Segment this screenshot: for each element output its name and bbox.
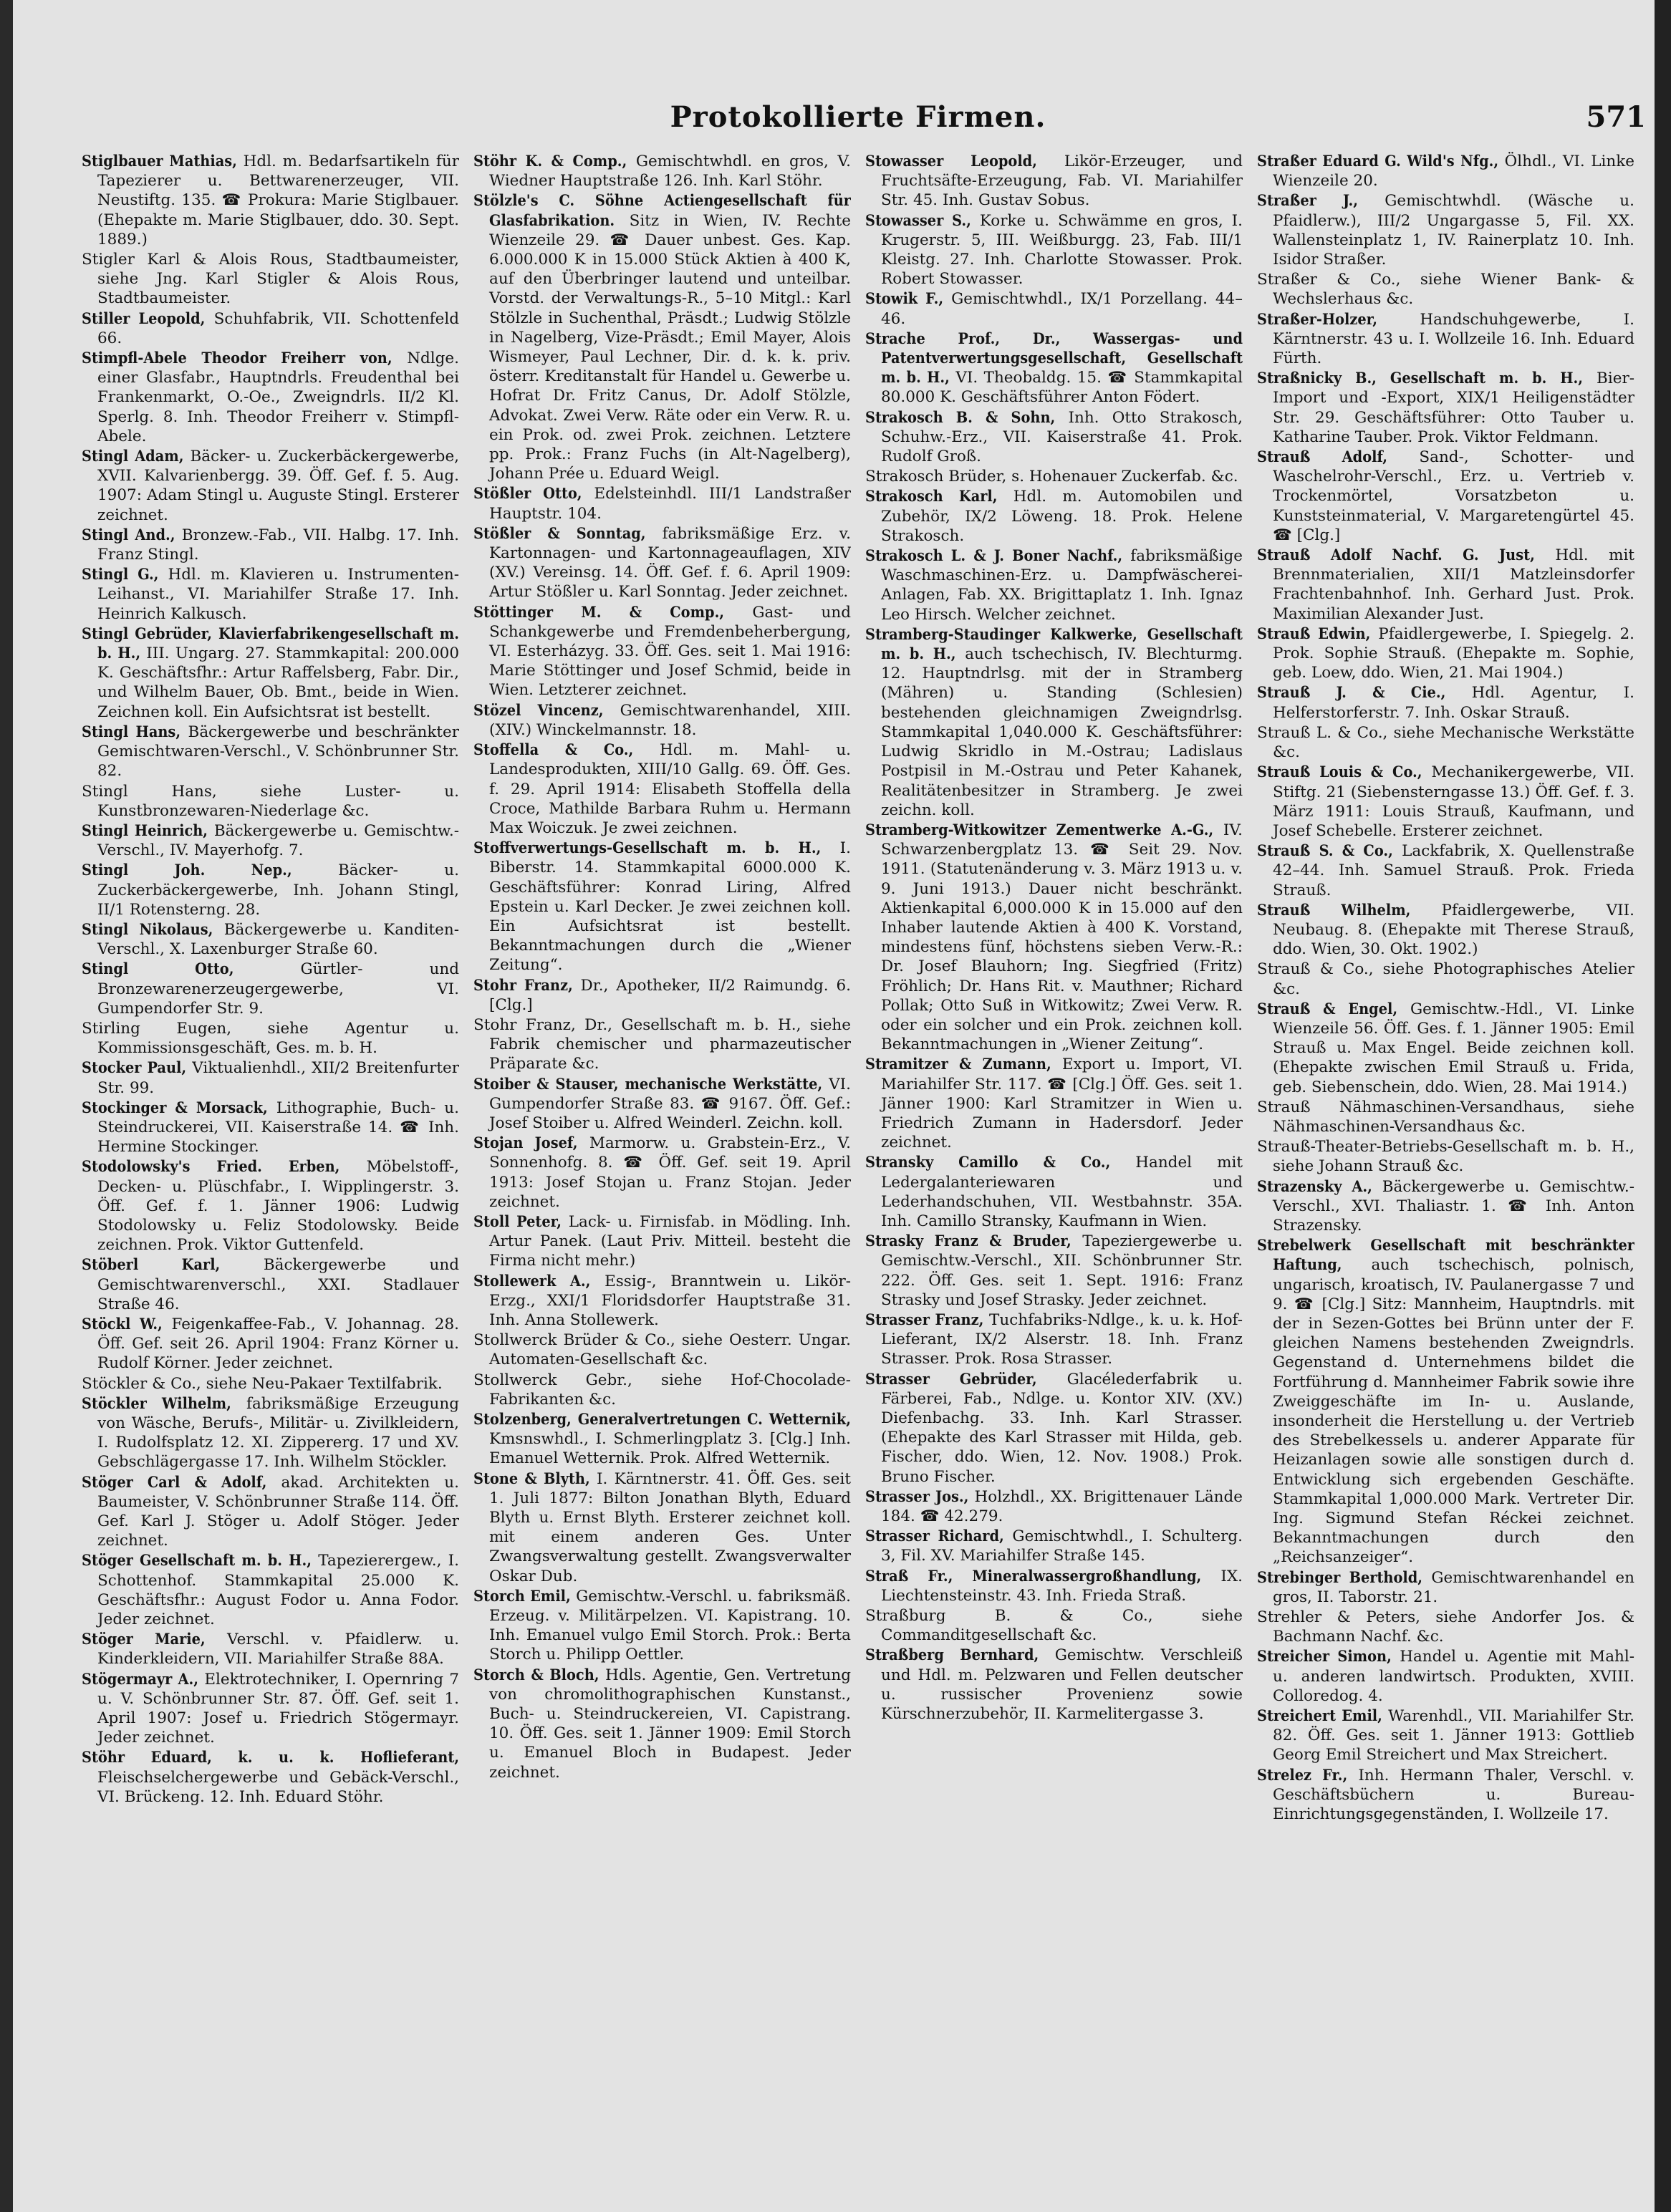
firm-details: Stigler Karl & Alois Rous, Stadtbaumeister, siehe Jng. Karl Stigler & Alois Rous, Stadtbaumeister. <box>82 251 459 308</box>
firm-details: Hdl. m. Automobilen und Zubehör, IX/2 Löweng. 18. Prok. Helene Strakosch. <box>881 488 1243 545</box>
firm-name: Strelez Fr., <box>1257 1766 1348 1784</box>
firm-entry <box>82 1157 459 1255</box>
firm-entry <box>865 821 1243 1054</box>
firm-entry <box>1257 763 1634 841</box>
firm-details: Hdls. Agentie, Gen. Vertretung von chromolithographischen Kunstanst., Buch- u. Steindruckereien, VI. Capistrang. 10. Öff. Ges. seit 1. Jänner 1909: Emil Storch u. Emanuel Bloch in Budapest. Jeder zeichnet. <box>489 1666 851 1782</box>
firm-entry <box>82 920 459 959</box>
firm-entry <box>1257 723 1634 762</box>
firm-details: IV. Schwarzenbergplatz 13. ☎ Seit 29. Nov. 1911. (Statutenänderung v. 3. März 1913 u. v. 9. Juni 1913.) Dauer nicht beschränkt. Aktienkapital 6,000.000 K in 15.000 auf den Inhaber lautende Aktien à 400 K. Vorstand, mindestens fünf, höchstens sieben Verw.-R.: Dr. Josef Blauhorn; Ing. Siegfried (Fritz) Fröhlich; Dr. Hans Rit. v. Mauthner; Richard Pollak; Otto Suß in Witkowitz; Zwei Verw. R. oder ein solcher und ein Prok. zeichnen koll. Bekanntmachungen in „Wiener Zeitung“. <box>881 821 1243 1054</box>
firm-name: Storch & Bloch, <box>473 1666 599 1684</box>
firm-entry <box>82 250 459 309</box>
firm-entry <box>1257 310 1634 369</box>
firm-name: Stollewerk A., <box>473 1272 591 1290</box>
firm-name: Stöger Gesellschaft m. b. H., <box>82 1552 312 1570</box>
firm-name: Stone & Blyth, <box>473 1469 590 1488</box>
firm-name: Strebelwerk Gesellschaft mit beschränkter Haftung, <box>1257 1237 1634 1275</box>
firm-entry <box>865 1487 1243 1526</box>
firm-name: Straßberg Bernhard, <box>865 1646 1039 1665</box>
firm-entry <box>82 349 459 446</box>
firm-details: fabriksmäßige Erzeugung von Wäsche, Berufs-, Militär- u. Zivilkleidern, I. Rudolfsplatz 12. XI. Zippererg. 17 und XV. Gebschlägergasse 17. Inh. Wilhelm Stöckler. <box>97 1394 459 1472</box>
firm-entry <box>82 152 459 249</box>
firm-details: Sitz in Wien, IV. Rechte Wienzeile 29. ☎ Dauer unbest. Ges. Kap. 6.000.000 K in 15.000 Stück Aktien à 400 K, auf den Überbringer lautend und unteilbar. Vorstd. der Verwaltungs-R., 5–10 Mitgl.: Karl Stölzle in Suchenthal, Präsdt.; Ludwig Stölzle in Nagelberg, Vize-Präsdt.; Emil Mayer, Alois Wismeyer, Paul Lechner, Dir. d. k. k. priv. österr. Kreditanstalt für Handel u. Gewerbe u. Hofrat Dr. Fritz Canus, Dr. Adolf Stölzle, Advokat. Zwei Verw. Räte oder ein Verw. R. u. ein Prok. od. zwei Prok. zeichnen. Letztere pp. Prok.: Franz Fuchs (in Alt-Nagelberg), Johann Prée u. Eduard Weigl. <box>489 211 851 483</box>
firm-details: auch tschechisch, polnisch, ungarisch, kroatisch, IV. Paulanergasse 7 und 9. ☎ [Clg.] Sitz: Mannheim, Hauptndrls. mit der in Sezen-Gottes bei Brünn unter der F. gleichen Namens bestehenden Zweigndrls. Gegenstand d. Unternehmens bildet die Fortführung d. Mannheimer Fabrik sowie ihre Zweiggeschäfte im In- u. Auslande, insonderheit die Herstellung u. der Vertrieb des Strebelkessels u. anderer Apparate für Heizanlagen sowie alle sonstigen durch d. Entwicklung sich ergebenden Geschäfte. Stammkapital 1,000.000 Mark. Vertreter Dir. Ing. Sigmund Stefan Réckei zeichnet. Bekanntmachungen durch den „Reichsanzeiger“. <box>1273 1256 1634 1567</box>
firm-details: Bäcker- u. Zuckerbäckergewerbe, Inh. Johann Stingl, II/1 Rotensterng. 28. <box>97 861 459 919</box>
firm-details: Lack- u. Firnisfab. in Mödling. Inh. Artur Panek. (Laut Priv. Mitteil. besteht die Firma nicht mehr.) <box>489 1212 851 1270</box>
firm-details: Hdl. m. Bedarfsartikeln für Tapezierer u. Bettwarenerzeuger, VII. Neustiftg. 135. ☎ Prokura: Marie Stiglbauer. (Ehepakte m. Marie Stiglbauer, ddo. 30. Sept. 1889.) <box>97 153 459 248</box>
firm-entry <box>865 289 1243 328</box>
firm-name: Stolzenberg, Generalvertretungen C. Wetternik, <box>473 1411 851 1429</box>
firm-details: Inh. Otto Strakosch, Schuhw.-Erz., VII. Kaiserstraße 41. Prok. Rudolf Groß. <box>881 408 1243 466</box>
firm-entry <box>82 447 459 525</box>
firm-entry <box>473 1212 851 1271</box>
firm-name: Straßer Eduard G. Wild's Nfg., <box>1257 153 1499 170</box>
firm-name: Stimpfl-Abele Theodor Freiherr von, <box>82 349 393 368</box>
firm-details: Hdl. Agentur, I. Helferstorferstr. 7. Inh. Oskar Strauß. <box>1273 684 1634 722</box>
firm-entry <box>82 723 459 781</box>
firm-name: Stojan Josef, <box>473 1134 578 1153</box>
firm-name: Stingl Adam, <box>82 448 184 466</box>
firm-details: Bäckergewerbe u. Gemischtw.-Verschl., XVI. Thaliastr. 1. ☎ Inh. Anton Strazensky. <box>1273 1177 1634 1235</box>
firm-name: Stögermayr A., <box>82 1670 198 1689</box>
firm-name: Stoiber & Stauser, mechanische Werkstätte, <box>473 1075 823 1093</box>
firm-entry <box>865 625 1243 820</box>
firm-entry <box>1257 624 1634 683</box>
firm-entry <box>473 484 851 523</box>
firm-details: Kmsnswhdl., I. Schmerlingplatz 3. [Clg.] Inh. Emanuel Wetternik. Prok. Alfred Wetternik. <box>489 1430 851 1468</box>
firm-entry <box>82 821 459 860</box>
firm-details: Ndlge. einer Glasfabr., Hauptndrls. Freudenthal bei Frankenmarkt, O.-Oe., Zweigndrls. II/2 Kl. Sperlg. 8. Inh. Theodor Freiherr v. Stimpfl-Abele. <box>97 349 459 445</box>
firm-entry <box>865 546 1243 624</box>
firm-entry <box>865 1055 1243 1152</box>
firm-name: Strauß S. & Co., <box>1257 842 1393 861</box>
firm-entry <box>1257 1236 1634 1567</box>
firm-details: Tuchfabriks-Ndlge., k. u. k. Hof-Lieferant, IX/2 Alserstr. 18. Inh. Franz Strasser. Prok. Rosa Strasser. <box>881 1310 1243 1368</box>
firm-name: Strauß Adolf Nachf. G. Just, <box>1257 546 1535 565</box>
firm-entry <box>865 1232 1243 1310</box>
firm-name: Straß Fr., Mineralwassergroßhandlung, <box>865 1567 1202 1585</box>
firm-name: Stöger Marie, <box>82 1631 206 1649</box>
firm-name: Strauß Adolf, <box>1257 448 1388 467</box>
firm-details: fabriksmäßige Waschmaschinen-Erz. u. Dampfwäscherei-Anlagen, Fab. XX. Brigittaplatz 1. Inh. Ignaz Leo Hirsch. Welcher zeichnet. <box>881 547 1243 624</box>
firm-name: Stölzle's C. Söhne Actiengesellschaft für Glasfabrikation. <box>473 192 851 230</box>
firm-entry <box>865 152 1243 211</box>
firm-details: Hdl. mit Brennmaterialien, XII/1 Matzleinsdorfer Frachtenbahnhof. Inh. Gerhard Just. Prok. Maximilian Alexander Just. <box>1273 546 1634 623</box>
firm-entry <box>1257 1608 1634 1646</box>
firm-entry <box>82 782 459 821</box>
firm-entry <box>473 1272 851 1330</box>
firm-details: Handschuhgewerbe, I. Kärntnerstr. 43 u. I. Wollzeile 16. Inh. Eduard Fürth. <box>1273 310 1634 368</box>
firm-entry <box>865 467 1243 486</box>
firm-details: Gemischtwhdl. (Wäsche u. Pfaidlerw.), III/2 Ungargasse 5, Fil. XX. Wallensteinplatz 1, IV. Rainerplatz 10. Inh. Isidor Straßer. <box>1273 192 1634 269</box>
firm-entry <box>82 1551 459 1629</box>
firm-name: Stodolowsky's Fried. Erben, <box>82 1158 340 1177</box>
firm-name: Stöberl Karl, <box>82 1256 221 1275</box>
firm-details: Bäcker- u. Zuckerbäckergewerbe, XVII. Kalvarienbergg. 39. Öff. Gef. f. 5. Aug. 1907: Adam Stingl u. Auguste Stingl. Ersterer zeichnet. <box>97 448 459 524</box>
firm-details: Pfaidlergewerbe, VII. Neubaug. 8. (Ehepakte mit Therese Strauß, ddo. Wien, 30. Okt. 1902.) <box>1273 901 1634 959</box>
firm-details: Bier-Import und -Export, XIX/1 Heiligenstädter Str. 29. Geschäftsführer: Otto Tauber u. Katharine Tauber. Prok. Viktor Feldmann. <box>1273 370 1634 446</box>
firm-name: Stramberg-Staudinger Kalkwerke, Gesellschaft m. b. H., <box>865 625 1243 664</box>
firm-name: Stiglbauer Mathias, <box>82 153 237 170</box>
firm-entry <box>865 1153 1243 1231</box>
firm-details: Stohr Franz, Dr., Gesellschaft m. b. H., siehe Fabrik chemischer und pharmazeutischer Präparate &c. <box>473 1015 851 1073</box>
column-1 <box>82 152 459 2186</box>
firm-details: Straßburg B. & Co., siehe Commanditgesellschaft &c. <box>865 1607 1243 1645</box>
firm-name: Stöhr K. & Comp., <box>473 153 627 170</box>
firm-entry <box>473 701 851 740</box>
firm-details: Gemischtw.-Hdl., VI. Linke Wienzeile 56. Öff. Ges. f. 1. Jänner 1905: Emil Strauß u. Max Engel. Beide zeichnen koll. (Ehepakte zwischen Emil Strauß u. Frida, geb. Siebenschein, ddo. Wien, 28. Mai 1914.) <box>1273 1000 1634 1096</box>
firm-entry <box>473 191 851 483</box>
firm-details: Inh. Hermann Thaler, Verschl. v. Geschäftsbüchern u. Bureau-Einrichtungsgegenständen, I. Wollzeile 17. <box>1273 1766 1634 1824</box>
firm-details: Möbelstoff-, Decken- u. Plüschfabr., I. Wipplingerstr. 3. Öff. Gef. f. 1. Jänner 1906: Ludwig Stodolowsky u. Feliz Stodolowsky. Beide zeichnen. Prok. Viktor Guttenfeld. <box>97 1158 459 1255</box>
firm-entry <box>1257 901 1634 960</box>
firm-name: Stransky Camillo & Co., <box>865 1154 1111 1172</box>
firm-name: Strauß Edwin, <box>1257 624 1371 643</box>
firm-details: Stollwerck Brüder & Co., siehe Oesterr. Ungar. Automaten-Gesellschaft &c. <box>473 1331 851 1369</box>
firm-entry <box>865 1310 1243 1369</box>
firm-name: Stöttinger M. & Comp., <box>473 603 725 622</box>
firm-name: Stingl Otto, <box>82 960 234 979</box>
firm-entry <box>473 1587 851 1665</box>
firm-entry <box>82 960 459 1018</box>
firm-entry <box>82 1098 459 1157</box>
firm-name: Stöckl W., <box>82 1315 163 1333</box>
firm-name: Stößler & Sonntag, <box>473 524 646 543</box>
firm-details: Strauß L. & Co., siehe Mechanische Werkstätte &c. <box>1257 723 1634 762</box>
firm-name: Straßer-Holzer, <box>1257 310 1378 329</box>
firm-entry <box>1257 191 1634 269</box>
firm-name: Stöckler Wilhelm, <box>82 1394 231 1413</box>
firm-entry <box>473 1134 851 1212</box>
firm-details: Stingl Hans, siehe Luster- u. Kunstbronzewaren-Niederlage &c. <box>82 782 459 820</box>
firm-details: Stirling Eugen, siehe Agentur u. Kommissionsgeschäft, Ges. m. b. H. <box>82 1019 459 1058</box>
firm-name: Stöger Carl & Adolf, <box>82 1473 267 1492</box>
firm-details: Gemischtwhdl., I. Schulterg. 3, Fil. XV. Mariahilfer Straße 145. <box>881 1527 1243 1565</box>
firm-details: Gemischtw.-Verschl. u. fabriksmäß. Erzeug. v. Militärpelzen. VI. Kapistrang. 10. Inh. Emanuel vulgo Emil Storch. Prok.: Berta Storch u. Philipp Oettler. <box>489 1587 851 1664</box>
firm-entry <box>473 839 851 975</box>
firm-entry <box>82 1315 459 1373</box>
firm-name: Stingl Heinrich, <box>82 821 208 840</box>
page-title: Protokollierte Firmen. <box>670 100 1046 134</box>
firm-name: Stowasser S., <box>865 211 971 230</box>
firm-entry <box>1257 448 1634 545</box>
firm-entry <box>473 603 851 700</box>
firm-entry <box>82 1473 459 1551</box>
firm-entry <box>473 740 851 838</box>
firm-entry <box>473 1410 851 1469</box>
firm-entry <box>82 526 459 564</box>
firm-details: Bronzew.-Fab., VII. Halbg. 17. Inh. Franz Stingl. <box>97 526 459 564</box>
firm-name: Strache Prof., Dr., Wassergas- und Patentverwertungsgesellschaft, Gesellschaft m. b. H., <box>865 329 1243 387</box>
firm-entry <box>865 1527 1243 1565</box>
page-header <box>70 100 1646 143</box>
firm-name: Strasky Franz & Bruder, <box>865 1232 1072 1251</box>
firm-details: Strauß Nähmaschinen-Versandhaus, siehe Nähmaschinen-Versandhaus &c. <box>1257 1098 1634 1136</box>
firm-name: Stingl Hans, <box>82 723 181 741</box>
firm-details: Likör-Erzeuger, und Fruchtsäfte-Erzeugung, Fab. VI. Mariahilfer Str. 45. Inh. Gustav Sobus. <box>881 153 1243 210</box>
firm-entry <box>1257 960 1634 998</box>
firm-name: Strauß Wilhelm, <box>1257 901 1411 919</box>
firm-details: Bäckergewerbe und beschränkter Gemischtwaren-Verschl., V. Schönbrunner Str. 82. <box>97 723 459 781</box>
firm-details: Elektrotechniker, I. Opernring 7 u. V. Schönbrunner Str. 87. Öff. Gef. seit 1. April 1907: Josef u. Friedrich Stögermayr. Jeder zeichnet. <box>97 1670 459 1747</box>
firm-name: Strauß Louis & Co., <box>1257 763 1422 782</box>
firm-details: Glacélederfabrik u. Färberei, Fab., Ndlge. u. Kontor XIV. (XV.) Diefenbachg. 33. Inh. Karl Strasser. (Ehepakte des Karl Strasser mit Hilda, geb. Fischer, ddo. Wien, 12. Nov. 1908.) Prok. Bruno Fischer. <box>881 1370 1243 1486</box>
firm-details: Strauß & Co., siehe Photographisches Atelier &c. <box>1257 960 1634 998</box>
firm-entry <box>1257 1000 1634 1097</box>
firm-entry <box>1257 841 1634 900</box>
firm-details: fabriksmäßige Erz. v. Kartonnagen- und Kartonnageauflagen, XIV (XV.) Vereinsg. 14. Öff. Gef. f. 6. April 1909: Artur Stößler u. Karl Sonntag. Jeder zeichnet. <box>489 524 851 602</box>
firm-name: Strasser Gebrüder, <box>865 1370 1037 1388</box>
firm-entry <box>1257 1706 1634 1765</box>
firm-entry <box>82 1374 459 1394</box>
firm-name: Strakosch B. & Sohn, <box>865 408 1056 427</box>
firm-details: Export u. Import, VI. Mariahilfer Str. 117. ☎ [Clg.] Öff. Ges. seit 1. Jänner 1900: Karl Stramitzer in Wien u. Friedrich Zumann in Hadersdorf. Jeder zeichnet. <box>881 1056 1243 1152</box>
firm-entry <box>82 1670 459 1748</box>
firm-entry <box>1257 1177 1634 1236</box>
firm-name: Straßer J., <box>1257 192 1358 211</box>
firm-entry <box>82 1630 459 1668</box>
firm-details: Strehler & Peters, siehe Andorfer Jos. & Bachmann Nachf. &c. <box>1257 1608 1634 1646</box>
firm-entry <box>473 524 851 602</box>
firm-entry <box>82 1748 459 1807</box>
firm-entry <box>865 329 1243 407</box>
firm-details: III. Ungarg. 27. Stammkapital: 200.000 K. Geschäftsfhr.: Artur Raffelsberg, Fabr. Dir., und Wilhelm Bauer, Ob. Bmt., beide in Wien. Zeichnen koll. Ein Aufsichtsrat ist bestellt. <box>97 644 459 721</box>
firm-details: Korke u. Schwämme en gros, I. Krugerstr. 5, III. Weißburgg. 23, Fab. III/1 Kleistg. 27. Inh. Charlotte Stowasser. Prok. Robert Stowasser. <box>881 211 1243 289</box>
firm-details: Verschl. v. Pfaidlerw. u. Kinderkleidern, VII. Mariahilfer Straße 88A. <box>97 1631 459 1668</box>
firm-details: Feigenkaffee-Fab., V. Johannag. 28. Öff. Gef. seit 26. April 1904: Franz Körner u. Rudolf Körner. Jeder zeichnet. <box>97 1315 459 1373</box>
firm-details: Pfaidlergewerbe, I. Spiegelg. 2. Prok. Sophie Strauß. (Ehepakte m. Sophie, geb. Loew, ddo. Wien, 21. Mai 1904.) <box>1273 624 1634 682</box>
firm-name: Storch Emil, <box>473 1587 571 1605</box>
page-number: 571 <box>1586 100 1646 134</box>
entry-columns <box>82 152 1634 2186</box>
firm-entry <box>1257 270 1634 309</box>
firm-details: Viktualienhdl., XII/2 Breitenfurter Str. 99. <box>97 1059 459 1097</box>
firm-entry <box>865 1567 1243 1605</box>
firm-entry <box>1257 369 1634 447</box>
firm-details: Warenhdl., VII. Mariahilfer Str. 82. Öff. Ges. seit 1. Jänner 1913: Gottlieb Georg Emil Streichert und Max Streichert. <box>1273 1707 1634 1764</box>
firm-entry <box>473 152 851 190</box>
firm-entry <box>473 1469 851 1586</box>
firm-name: Stöhr Eduard, k. u. k. Hoflieferant, <box>82 1749 459 1767</box>
firm-details: I. Biberstr. 14. Stammkapital 6000.000 K. Geschäftsführer: Konrad Liring, Alfred Epstein u. Karl Decker. Je zwei zeichnen koll. Ein Aufsichtsrat ist bestellt. Bekanntmachungen durch die „Wiener Zeitung“. <box>489 839 851 975</box>
firm-entry <box>865 1606 1243 1645</box>
firm-name: Straßnicky B., Gesellschaft m. b. H., <box>1257 370 1584 388</box>
firm-entry <box>473 1666 851 1782</box>
firm-details: Mechanikergewerbe, VII. Stiftg. 21 (Siebensterngasse 13.) Öff. Gef. f. 3. März 1911: Louis Strauß, Kaufmann, und Josef Schebelle. Ersterer zeichnet. <box>1273 763 1634 840</box>
column-3 <box>865 152 1243 2186</box>
firm-details: Lackfabrik, X. Quellenstraße 42–44. Inh. Samuel Strauß. Prok. Frieda Strauß. <box>1273 842 1634 899</box>
firm-details: Gast- und Schankgewerbe und Fremdenbeherbergung, VI. Esterházyg. 33. Öff. Ges. seit 1. Mai 1916: Marie Stöttinger und Josef Schmid, beide in Wien. Letzterer zeichnet. <box>489 603 851 700</box>
firm-entry <box>1257 546 1634 624</box>
firm-details: Fleischselchergewerbe und Gebäck-Verschl., VI. Brückeng. 12. Inh. Eduard Stöhr. <box>97 1768 459 1806</box>
firm-entry <box>1257 1568 1634 1607</box>
firm-entry <box>82 1058 459 1097</box>
firm-name: Stößler Otto, <box>473 485 582 503</box>
firm-entry <box>82 1394 459 1472</box>
firm-details: Strakosch Brüder, s. Hohenauer Zuckerfab. &c. <box>865 468 1238 486</box>
firm-name: Stiller Leopold, <box>82 309 206 328</box>
firm-entry <box>1257 1137 1634 1176</box>
firm-details: Hdl. m. Mahl- u. Landesprodukten, XIII/10 Gallg. 69. Öff. Ges. f. 29. April 1914: Elisabeth Stoffella della Croce, Mathilde Barbara Ruhm u. Hermann Max Woiczuk. Je zwei zeichnen. <box>489 741 851 837</box>
scan-edge-right <box>1655 0 1671 2212</box>
firm-details: Strauß-Theater-Betriebs-Gesellschaft m. b. H., siehe Johann Strauß &c. <box>1257 1138 1634 1176</box>
firm-details: Gemischtwhdl., IX/1 Porzellang. 44–46. <box>881 290 1243 328</box>
firm-entry <box>82 309 459 348</box>
firm-entry <box>1257 1098 1634 1136</box>
firm-entry <box>865 408 1243 467</box>
firm-name: Stockinger & Morsack, <box>82 1098 268 1117</box>
firm-name: Stoll Peter, <box>473 1212 562 1231</box>
firm-name: Stramitzer & Zumann, <box>865 1056 1051 1074</box>
firm-name: Strasser Franz, <box>865 1310 984 1329</box>
directory-page <box>13 0 1655 2212</box>
firm-name: Stingl G., <box>82 566 159 584</box>
scan-edge-left <box>0 0 13 2212</box>
firm-details: Bäckergewerbe und Gemischtwarenverschl., XXI. Stadlauer Straße 46. <box>97 1256 459 1313</box>
firm-name: Strebinger Berthold, <box>1257 1568 1422 1587</box>
firm-entry <box>1257 1766 1634 1825</box>
firm-details: Edelsteinhdl. III/1 Landstraßer Hauptstr. 104. <box>489 485 851 523</box>
firm-name: Strasser Jos., <box>865 1487 969 1506</box>
firm-entry <box>1257 1647 1634 1706</box>
firm-details: VI. Gumpendorfer Straße 83. ☎ 9167. Öff. Gef.: Josef Stoiber u. Alfred Weinderl. Zeichn. koll. <box>489 1075 851 1132</box>
firm-entry <box>1257 683 1634 722</box>
firm-name: Strauß & Engel, <box>1257 1000 1398 1018</box>
column-4 <box>1257 152 1634 2186</box>
firm-details: Handel u. Agentie mit Mahl- u. anderen landwirtsch. Produkten, XVIII. Colloredog. 4. <box>1273 1648 1634 1705</box>
firm-details: auch tschechisch, IV. Blechturmg. 12. Hauptndrlsg. mit der in Stramberg (Mähren) u. Standing (Schlesien) bestehenden gleichnamigen Zweigndrlsg. Stammkapital 1,040.000 K. Geschäftsführer: Ludwig Skridlo in M.-Ostrau; Ladislaus Postpisil in M.-Ostrau und Peter Kahanek, Realitätenbesitzer in Stramberg. Je zwei zeichn. koll. <box>881 645 1243 819</box>
firm-details: Hdl. m. Klavieren u. Instrumenten-Leihanst., VI. Mariahilfer Straße 17. Inh. Heinrich Kalkusch. <box>97 566 459 623</box>
firm-name: Stingl And., <box>82 526 175 544</box>
firm-details: Dr., Apotheker, II/2 Raimundg. 6. [Clg.] <box>489 976 851 1014</box>
firm-details: IX. Liechtensteinstr. 43. Inh. Frieda Straß. <box>881 1567 1243 1605</box>
firm-entry <box>1257 152 1634 190</box>
firm-details: Gemischtw. Verschleiß und Hdl. m. Pelzwaren und Fellen deutscher u. russischer Provenienz sowie Kürschnerzubehör, II. Karmelitergasse 3. <box>881 1646 1243 1724</box>
firm-entry <box>865 487 1243 546</box>
firm-name: Stingl Gebrüder, Klavierfabrikengesellschaft m. b. H., <box>82 624 459 663</box>
firm-details: Gemischtwarenhandel en gros, II. Taborstr. 21. <box>1273 1568 1634 1606</box>
firm-entry <box>473 1330 851 1369</box>
firm-name: Stowik F., <box>865 290 944 309</box>
firm-entry <box>82 1019 459 1058</box>
firm-name: Stoffverwertungs-Gesellschaft m. b. H., <box>473 839 822 858</box>
firm-details: I. Kärntnerstr. 41. Öff. Ges. seit 1. Juli 1877: Bilton Jonathan Blyth, Eduard Blyth u. Ernst Blyth. Ersterer zeichnet koll. mit einem anderen Ges. Unter Zwangsverwaltung gestellt. Zwangsverwalter Oskar Dub. <box>489 1469 851 1585</box>
firm-details: Stollwerck Gebr., siehe Hof-Chocolade-Fabrikanten &c. <box>473 1371 851 1409</box>
firm-details: Bäckergewerbe u. Gemischtw.-Verschl., IV. Mayerhofg. 7. <box>97 821 459 860</box>
firm-details: Handel mit Ledergalanteriewaren und Lederhandschuhen, VII. Westbahnstr. 35A. Inh. Camillo Stransky, Kaufmann in Wien. <box>881 1154 1243 1230</box>
firm-details: Essig-, Branntwein u. Likör-Erzg., XXI/1 Floridsdorfer Hauptstraße 31. Inh. Anna Stollewerk. <box>489 1272 851 1329</box>
firm-entry <box>82 565 459 624</box>
firm-details: Bäckergewerbe u. Kanditen-Verschl., X. Laxenburger Straße 60. <box>97 920 459 959</box>
firm-name: Stingl Joh. Nep., <box>82 861 292 880</box>
firm-details: Gemischtwarenhandel, XIII. (XIV.) Winckelmannstr. 18. <box>489 701 851 739</box>
firm-details: akad. Architekten u. Baumeister, V. Schönbrunner Straße 114. Öff. Gef. Karl J. Stöger u. Adolf Stöger. Jeder zeichnet. <box>97 1473 459 1550</box>
firm-name: Stözel Vincenz, <box>473 701 604 720</box>
firm-details: Straßer & Co., siehe Wiener Bank- & Wechslerhaus &c. <box>1257 271 1634 309</box>
firm-name: Strauß J. & Cie., <box>1257 684 1446 702</box>
firm-details: Sand-, Schotter- und Waschelrohr-Verschl., Erz. u. Vertrieb v. Trockenmörtel, Vorsatzbeton u. Kunststeinmaterial, V. Margaretengürtel 45. ☎ [Clg.] <box>1273 448 1634 544</box>
firm-entry <box>473 1015 851 1074</box>
firm-details: Ölhdl., VI. Linke Wienzeile 20. <box>1273 153 1634 190</box>
firm-name: Stohr Franz, <box>473 976 573 995</box>
firm-name: Strakosch L. & J. Boner Nachf., <box>865 547 1123 566</box>
firm-name: Strasser Richard, <box>865 1527 1004 1546</box>
firm-name: Stingl Nikolaus, <box>82 920 213 939</box>
firm-entry <box>82 861 459 919</box>
firm-entry <box>473 1371 851 1409</box>
firm-details: Schuhfabrik, VII. Schottenfeld 66. <box>97 309 459 347</box>
firm-details: Gürtler- und Bronzewarenerzeugergewerbe, VI. Gumpendorfer Str. 9. <box>97 960 459 1018</box>
firm-details: Gemischtwhdl. en gros, V. Wiedner Hauptstraße 126. Inh. Karl Stöhr. <box>489 153 851 190</box>
firm-entry <box>82 1255 459 1314</box>
firm-name: Stramberg-Witkowitzer Zementwerke A.-G., <box>865 821 1214 839</box>
firm-entry <box>865 211 1243 289</box>
firm-name: Streicher Simon, <box>1257 1648 1392 1666</box>
firm-details: Tapezierergew., I. Schottenhof. Stammkapital 25.000 K. Geschäftsfhr.: August Fodor u. Anna Fodor. Jeder zeichnet. <box>97 1552 459 1629</box>
firm-entry <box>865 1370 1243 1487</box>
firm-name: Streichert Emil, <box>1257 1707 1382 1726</box>
column-2 <box>473 152 851 2186</box>
firm-details: Lithographie, Buch- u. Steindruckerei, VII. Kaiserstraße 14. ☎ Inh. Hermine Stockinger. <box>97 1098 459 1156</box>
firm-name: Strakosch Karl, <box>865 488 998 506</box>
firm-name: Stowasser Leopold, <box>865 153 1037 170</box>
firm-name: Stoffella & Co., <box>473 741 634 760</box>
firm-entry <box>473 1075 851 1134</box>
firm-name: Strazensky A., <box>1257 1177 1372 1196</box>
firm-details: Stöckler & Co., siehe Neu-Pakaer Textilfabrik. <box>82 1374 443 1393</box>
firm-entry <box>82 624 459 722</box>
firm-details: Tapeziergewerbe u. Gemischtw.-Verschl., XII. Schönbrunner Str. 222. Öff. Ges. seit 1. Sept. 1916: Franz Strasky und Josef Strasky. Jeder zeichnet. <box>881 1232 1243 1309</box>
firm-name: Stocker Paul, <box>82 1059 187 1078</box>
firm-details: VI. Theobaldg. 15. ☎ Stammkapital 80.000 K. Geschäftsführer Anton Födert. <box>881 369 1243 407</box>
firm-details: Holzhdl., XX. Brigittenauer Lände 184. ☎ 42.279. <box>881 1487 1243 1526</box>
firm-entry <box>473 976 851 1015</box>
firm-details: Marmorw. u. Grabstein-Erz., V. Sonnenhofg. 8. ☎ Öff. Gef. seit 19. April 1913: Josef Stojan u. Franz Stojan. Jeder zeichnet. <box>489 1134 851 1211</box>
firm-entry <box>865 1646 1243 1724</box>
